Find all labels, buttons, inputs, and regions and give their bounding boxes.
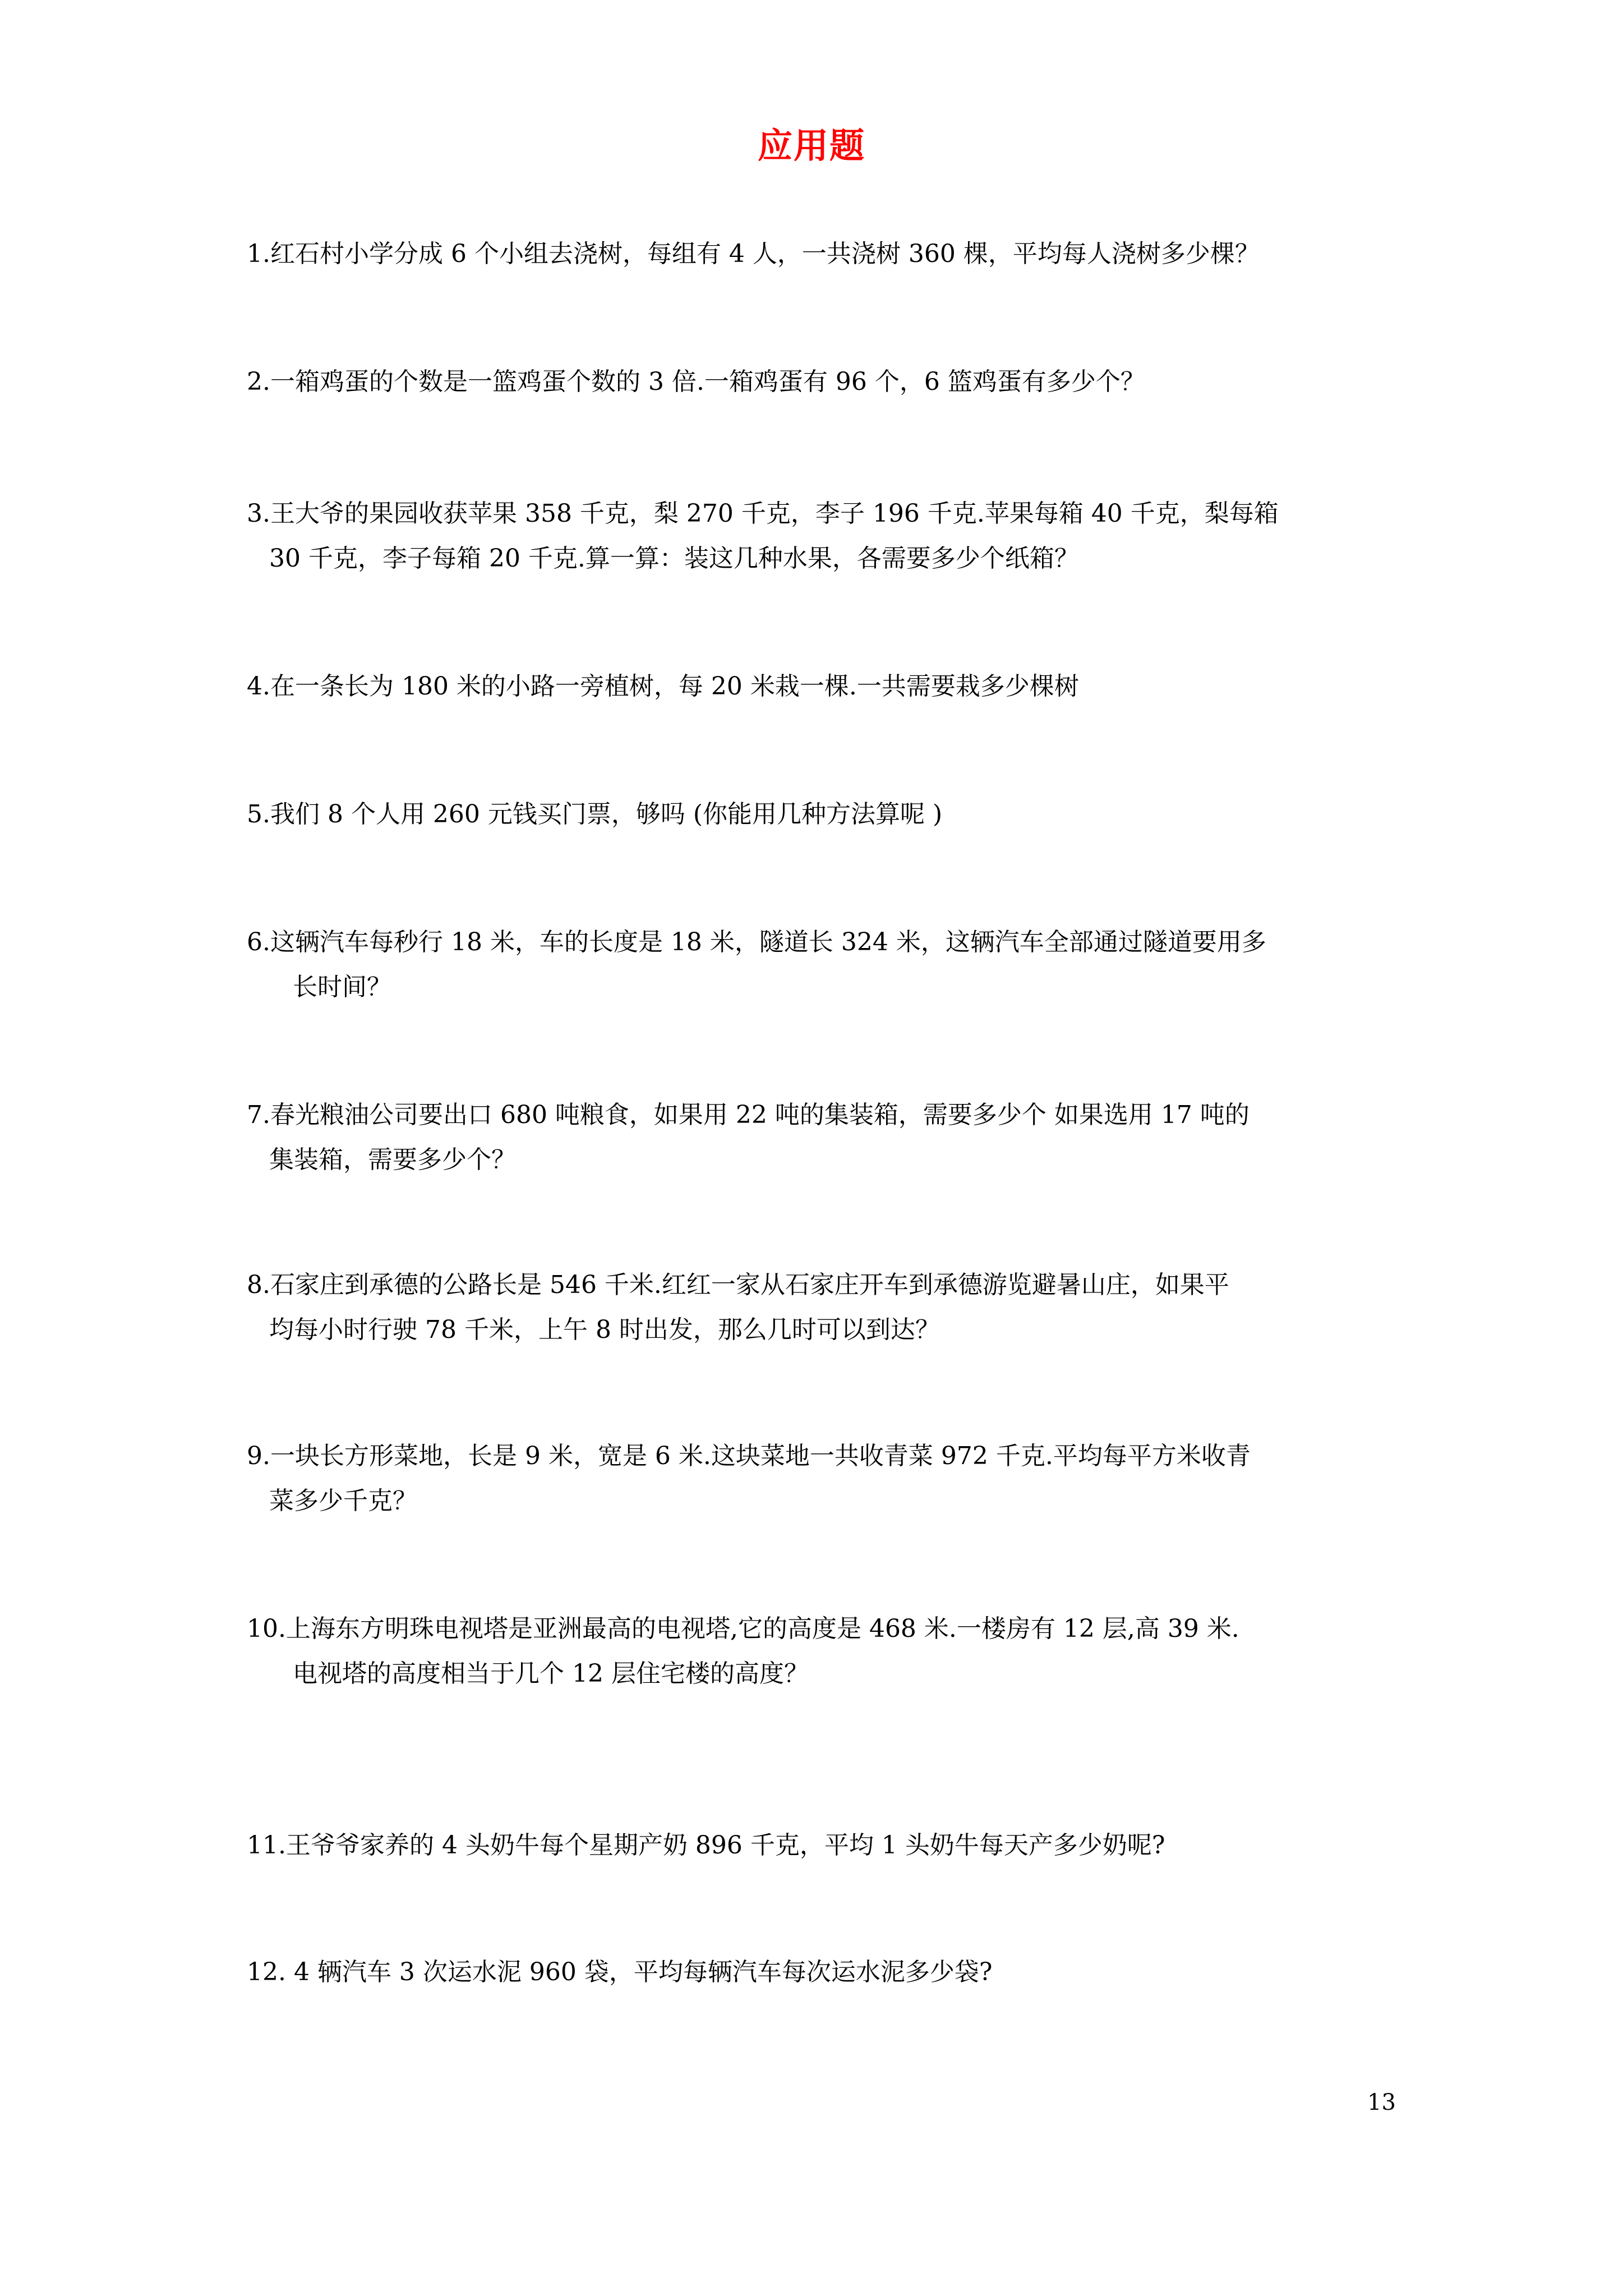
question-line: 10.上海东方明珠电视塔是亚洲最高的电视塔,它的高度是 468 米.一楼房有 12 层,高 39 米. (247, 1614, 1239, 1643)
question-11 (247, 1823, 1396, 1868)
question-line: 1.红石村小学分成 6 个小组去浇树，每组有 4 人，一共浇树 360 棵，平均每人浇树多少棵？ (247, 240, 1260, 268)
question-line: 4.在一条长为 180 米的小路一旁植树，每 20 米栽一棵.一共需要栽多少棵树 (247, 672, 1079, 701)
question-5 (247, 792, 1396, 837)
question-line: 均每小时行驶 78 千米，上午 8 时出发，那么几时可以到达？ (269, 1315, 940, 1344)
page-title: 应用题 (757, 125, 865, 166)
question-8 (247, 1263, 1396, 1352)
question-line: 12. 4 辆汽车 3 次运水泥 960 袋，平均每辆汽车每次运水泥多少袋? (247, 1958, 993, 1986)
question-1 (247, 232, 1396, 277)
question-line: 菜多少千克？ (269, 1487, 417, 1515)
question-line: 集装箱，需要多少个？ (269, 1145, 516, 1174)
question-9 (247, 1434, 1396, 1524)
question-line: 5.我们 8 个人用 260 元钱买门票，够吗 (你能用几种方法算呢 ) (247, 800, 943, 829)
question-10 (247, 1607, 1396, 1696)
page-number: 13 (1367, 2090, 1396, 2115)
question-line: 7.春光粮油公司要出口 680 吨粮食，如果用 22 吨的集装箱，需要多少个 如果选用 17 吨的 (247, 1101, 1249, 1129)
question-4 (247, 664, 1396, 709)
question-line: 11.王爷爷家养的 4 头奶牛每个星期产奶 896 千克，平均 1 头奶牛每天产多少奶呢? (247, 1831, 1165, 1860)
question-line: 电视塔的高度相当于几个 12 层住宅楼的高度？ (293, 1659, 809, 1688)
question-line: 长时间？ (293, 973, 391, 1001)
question-12 (247, 1950, 1396, 1995)
question-6 (247, 920, 1396, 1010)
question-line: 6.这辆汽车每秒行 18 米，车的长度是 18 米，隧道长 324 米，这辆汽车全部通过隧道要用多 (247, 928, 1266, 956)
question-line: 2.一箱鸡蛋的个数是一篮鸡蛋个数的 3 倍.一箱鸡蛋有 96 个，6 篮鸡蛋有多少个？ (247, 367, 1145, 396)
question-line: 9.一块长方形菜地，长是 9 米，宽是 6 米.这块菜地一共收青菜 972 千克.平均每平方米收青 (247, 1442, 1251, 1470)
question-3 (247, 491, 1396, 581)
question-line: 8.石家庄到承德的公路长是 546 千米.红红一家从石家庄开车到承德游览避暑山庄，如果平 (247, 1271, 1229, 1299)
question-line: 30 千克，李子每箱 20 千克.算一算：装这几种水果，各需要多少个纸箱？ (269, 544, 1079, 573)
question-7 (247, 1093, 1396, 1182)
question-line: 3.王大爷的果园收获苹果 358 千克，梨 270 千克，李子 196 千克.苹果每箱 40 千克，梨每箱 (247, 499, 1279, 528)
question-2 (247, 360, 1396, 404)
